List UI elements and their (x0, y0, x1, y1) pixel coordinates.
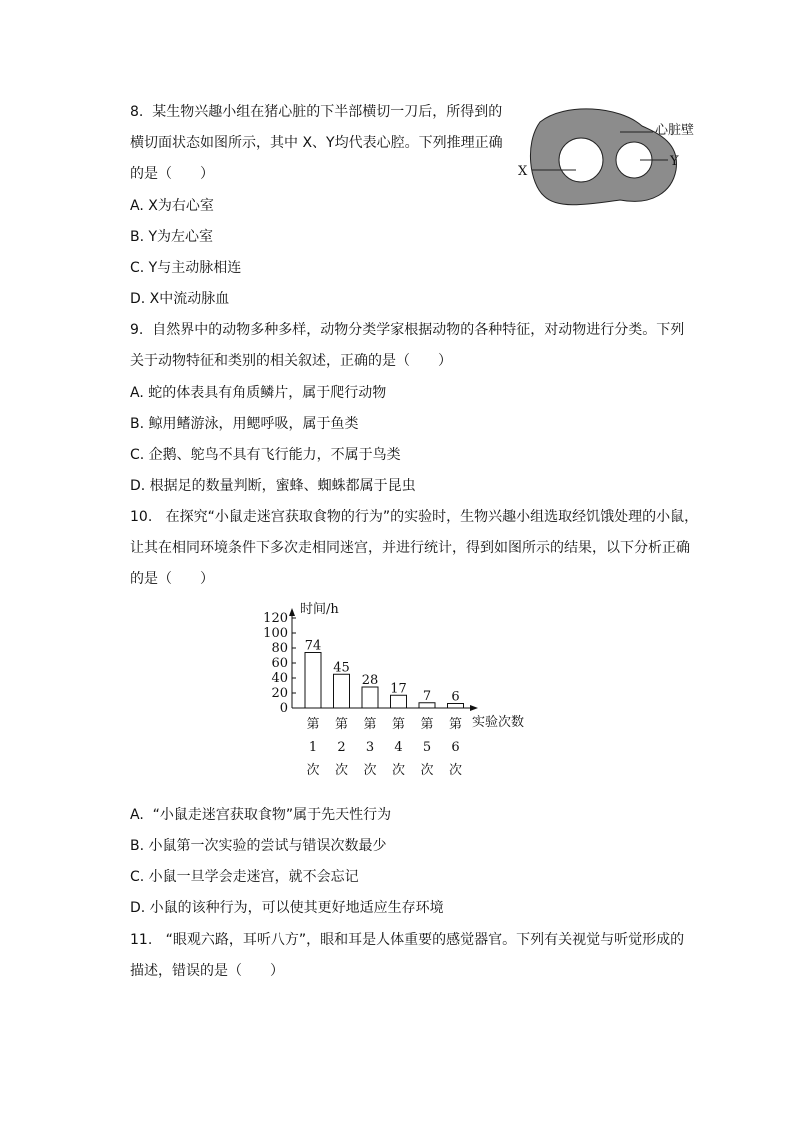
y-label: Y (670, 154, 679, 169)
x-label: X (518, 164, 528, 179)
chart-y-tick-label: 0 (279, 701, 288, 716)
maze-time-bar-chart (250, 596, 550, 776)
chart-x-tick-label: 1 (308, 740, 318, 755)
chart-bar (362, 687, 378, 708)
chart-x-tick-label: 第 (334, 717, 349, 732)
q9-option-c: C. 企鹅、鸵鸟不具有飞行能力，不属于鸟类 (130, 447, 401, 463)
q10-stem-line-2: 让其在相同环境条件下多次走相同迷宫，并进行统计，得到如图所示的结果，以下分析正确 (130, 540, 690, 556)
chart-x-axis-label: 实验次数 (472, 715, 525, 730)
q8-stem-line-3: 的是（ ） (130, 166, 214, 182)
chart-y-tick-label: 40 (271, 671, 288, 686)
q9-option-b: B. 鲸用鳍游泳，用鳃呼吸，属于鱼类 (130, 416, 359, 432)
q11-stem-line-1: 11. “眼观六路，耳听八方”，眼和耳是人体重要的感觉器官。下列有关视觉与听觉形成的 (130, 932, 685, 948)
chart-y-axis-label: 时间/h (300, 602, 339, 617)
chart-x-axis-arrow (470, 705, 478, 711)
chart-x-tick-label: 次 (334, 763, 349, 776)
chart-x-tick-label: 第 (363, 717, 377, 732)
chart-y-axis-arrow (289, 608, 295, 616)
q9-stem-line-2: 关于动物特征和类别的相关叙述，正确的是（ ） (130, 353, 452, 369)
q10-stem-line-1: 10. 在探究“小鼠走迷宫获取食物的行为”的实验时，生物兴趣小组选取经饥饿处理的小鼠， (130, 509, 699, 525)
q8-option-a: A. X为右心室 (130, 198, 214, 214)
chart-y-tick-label: 80 (271, 641, 288, 656)
chart-x-tick-label: 4 (394, 740, 403, 755)
chart-x-tick-label: 第 (448, 717, 463, 732)
q10-stem-line-3: 的是（ ） (130, 571, 214, 587)
q8-stem-line-2: 横切面状态如图所示，其中 X、Y均代表心腔。下列推理正确 (130, 135, 503, 151)
chart-data-label: 7 (422, 688, 432, 704)
q9-stem-line-1: 9. 自然界中的动物多种多样，动物分类学家根据动物的各种特征，对动物进行分类。下列 (130, 322, 685, 338)
heart-cross-section-figure (510, 100, 710, 220)
chart-y-tick-label: 100 (263, 626, 288, 641)
q10-option-c: C. 小鼠一旦学会走迷宫，就不会忘记 (130, 869, 359, 885)
chart-x-tick-label: 次 (391, 763, 406, 776)
chart-y-tick-label: 20 (271, 686, 288, 701)
chamber-x (559, 138, 603, 182)
chart-bar (334, 674, 350, 708)
chart-y-tick-label: 120 (263, 611, 288, 626)
q9-option-d: D. 根据足的数量判断，蜜蜂、蜘蛛都属于昆虫 (130, 478, 416, 494)
q8-stem-line-1: 8. 某生物兴趣小组在猪心脏的下半部横切一刀后，所得到的 (130, 104, 503, 120)
chart-x-tick-label: 2 (337, 740, 346, 755)
chart-y-tick-label: 60 (271, 656, 288, 671)
q8-option-b: B. Y为左心室 (130, 229, 214, 245)
chart-data-label: 74 (304, 638, 322, 654)
chart-x-tick-label: 次 (448, 763, 463, 776)
chart-x-tick-label: 第 (391, 717, 406, 732)
chart-x-tick-label: 第 (420, 717, 434, 732)
q8-option-c: C. Y与主动脉相连 (130, 260, 242, 276)
chart-x-tick-label: 6 (451, 740, 460, 755)
chart-x-tick-label: 第 (306, 717, 320, 732)
q8-option-d: D. X中流动脉血 (130, 291, 230, 307)
chart-x-tick-label: 次 (363, 763, 377, 776)
q11-stem-line-2: 描述，错误的是（ ） (130, 963, 284, 979)
q10-option-a: A. “小鼠走迷宫获取食物”属于先天性行为 (130, 807, 392, 823)
chart-data-label: 6 (451, 689, 460, 705)
chart-data-label: 45 (333, 660, 350, 676)
q9-option-a: A. 蛇的体表具有角质鳞片，属于爬行动物 (130, 385, 387, 401)
chart-data-label: 28 (361, 673, 379, 688)
wall-label: 心脏壁 (655, 123, 695, 138)
chart-x-tick-label: 次 (306, 763, 320, 776)
chart-data-label: 17 (390, 681, 407, 697)
chart-x-tick-label: 3 (365, 740, 375, 755)
chart-x-tick-label: 5 (422, 740, 432, 755)
q10-option-b: B. 小鼠第一次实验的尝试与错误次数最少 (130, 838, 387, 854)
chart-x-tick-label: 次 (420, 763, 434, 776)
q10-option-d: D. 小鼠的该种行为，可以使其更好地适应生存环境 (130, 900, 444, 916)
chart-bar (391, 695, 407, 708)
chart-bar (305, 653, 321, 709)
